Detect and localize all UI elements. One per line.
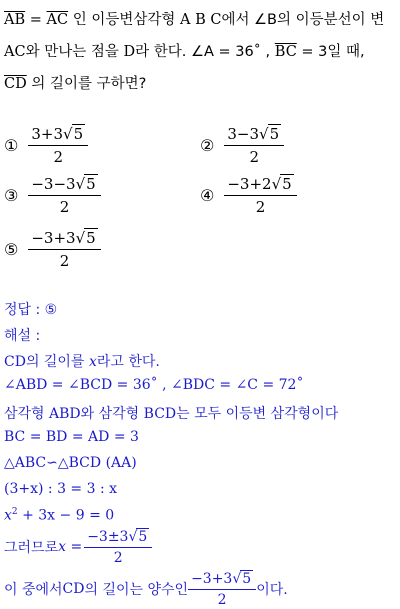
problem-text: 와 만나는 점을 (25, 44, 124, 60)
x-equals: x = (58, 539, 83, 555)
solution-text: 와 삼각형 (80, 406, 144, 422)
problem-line-2 (4, 36, 396, 68)
radicand: 5 (242, 571, 252, 587)
solution-line-6: (3+x) : 3 = 3 : x (4, 481, 118, 497)
problem-line-3 (4, 68, 396, 100)
radicand: 5 (282, 175, 292, 193)
choice-marker: ⑤ (4, 239, 19, 259)
solution-line-3 (4, 403, 396, 423)
radicand: 5 (269, 125, 280, 143)
solution-line-9 (4, 570, 396, 608)
triangle-abd: ABD (49, 406, 81, 422)
numerator: −3±3 (87, 529, 129, 545)
solution-fraction (84, 528, 152, 566)
solution-text: 의 길이는 양수인 (84, 582, 189, 598)
equation-text: + 3x − 9 = 0 (17, 507, 115, 524)
sqrt-icon: √ 5 (232, 571, 252, 587)
choice-5[interactable] (4, 228, 101, 270)
problem-line-1 (4, 4, 396, 36)
solution-line-5: △ABC∽△BCD (AA) (4, 455, 137, 471)
solution-text: 는 모두 이등변 삼각형이다 (176, 406, 339, 422)
numerator: 3+3 (31, 125, 63, 143)
equals-sign: = (25, 12, 47, 28)
solution-line-4: BC = BD = AD = 3 (4, 429, 139, 445)
denominator: 2 (59, 252, 70, 270)
numerator: −3+3 (31, 229, 76, 247)
answer-line: 정답 : ⑤ (4, 302, 58, 318)
solution-text: 라고 한다. (96, 354, 160, 370)
solution-line-1 (4, 351, 396, 371)
problem-text: 에서 ∠B의 이등분선이 변 (221, 12, 385, 28)
sqrt-icon: √ 5 (128, 529, 148, 545)
radicand: 5 (86, 229, 96, 247)
choice-fraction (224, 174, 296, 216)
sqrt-icon: √ 5 (259, 125, 280, 143)
choice-fraction (28, 228, 100, 270)
solution-text: 이 중에서 (4, 582, 63, 598)
segment-bc: $\overline{BC}$ (274, 44, 297, 60)
choice-2[interactable] (200, 124, 284, 166)
choice-1[interactable] (4, 124, 88, 166)
sqrt-icon: √ 5 (75, 229, 96, 247)
denominator: 2 (249, 148, 259, 166)
problem-text: = 3일 때, (296, 44, 365, 60)
answer-choices (0, 120, 400, 285)
denominator: 2 (113, 550, 123, 566)
solution-text: 의 길이를 (25, 354, 89, 370)
choice-3[interactable] (4, 174, 101, 216)
triangle-abc: A B C (179, 12, 222, 28)
choice-marker: ② (200, 135, 215, 155)
numerator: 3−3 (227, 125, 259, 143)
point-d: D (123, 44, 136, 60)
choice-fraction (28, 174, 100, 216)
denominator: 2 (53, 148, 63, 166)
segment-cd: CD (4, 354, 26, 370)
problem-statement (4, 4, 396, 100)
solution-line-8 (4, 528, 396, 566)
sqrt-icon: √ 5 (63, 125, 84, 143)
solution-text: 삼각형 (4, 406, 50, 422)
denominator: 2 (217, 592, 227, 608)
sqrt-icon: √ 5 (75, 175, 96, 193)
segment-ab: $\overline{AB}$ (4, 12, 26, 28)
solution-fraction (188, 570, 256, 608)
solution-heading: 해설 : (4, 328, 41, 344)
radicand: 5 (86, 175, 96, 193)
choice-marker: ④ (200, 185, 215, 205)
choice-fraction (28, 124, 88, 166)
choice-marker: ① (4, 135, 19, 155)
numerator: −3−3 (31, 175, 76, 193)
variable-x: x (4, 507, 12, 524)
side-ac: AC (4, 44, 26, 60)
segment-cd: CD (62, 581, 85, 597)
numerator: −3+3 (191, 571, 233, 587)
denominator: 2 (255, 198, 266, 216)
variable-x: x (88, 354, 97, 370)
numerator: −3+2 (227, 175, 272, 193)
exponent: 2 (11, 507, 18, 517)
solution-line-7 (4, 507, 396, 524)
radicand: 5 (138, 529, 148, 545)
solution-line-2: ∠ABD = ∠BCD = 36˚ , ∠BDC = ∠C = 72˚ (4, 377, 304, 393)
solution-text: 그러므로 (4, 540, 59, 556)
radicand: 5 (73, 125, 84, 143)
triangle-bcd: BCD (143, 406, 177, 422)
solution-text: 이다. (256, 582, 288, 598)
problem-text: 라 한다. ∠A = 36˚ , (135, 44, 275, 60)
segment-ac: $\overline{AC}$ (46, 12, 69, 28)
denominator: 2 (59, 198, 70, 216)
choice-marker: ③ (4, 185, 19, 205)
segment-cd: $\overline{CD}$ (4, 76, 27, 92)
choice-4[interactable] (200, 174, 297, 216)
sqrt-icon: √ 5 (271, 175, 292, 193)
problem-text: 의 길이를 구하면? (26, 76, 147, 92)
problem-text: 인 이등변삼각형 (68, 12, 180, 28)
choice-fraction (224, 124, 284, 166)
